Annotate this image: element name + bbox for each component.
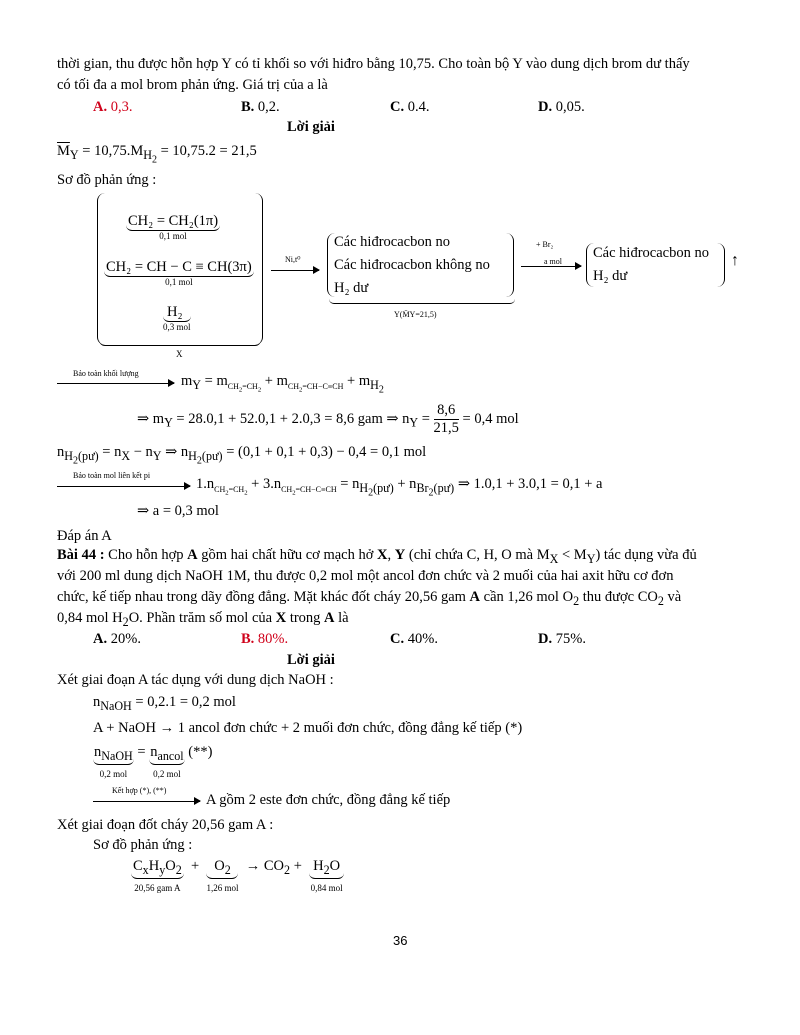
z-item-1: Các hiđrocacbon no	[593, 245, 709, 261]
q43-mass-line: $\overline{M}_Y = 10,75.M_{H_2} = 10,75.2 = 21,5$	[57, 143, 257, 166]
eq-a-result: ⇒ a = 0,3 mol	[137, 503, 219, 519]
reaction-arrow-2	[521, 266, 581, 267]
condition-ni: Ni,t⁰	[285, 255, 301, 264]
q44-line-3: chức, kế tiếp nhau trong dãy đồng đẳng. Mặt khác đốt cháy 20,56 gam A cần 1,26 mol $O_2$ thu được $CO_2$ và	[57, 589, 682, 608]
eq-h2-reacted: $n_{H_2(pư)} = n_X - n_Y$ ⇒ $n_{H_2(pư)} = (0,1 + 0,1 + 0,3) - 0,4 = 0,1$ mol	[57, 444, 427, 467]
intro-line-1: thời gian, thu được hỗn hợp Y có tỉ khối so với hiđro bằng 10,75. Cho toàn bộ Y vào dung dịch brom dư thấy	[57, 56, 690, 72]
q44-solution-title: Lời giải	[287, 652, 335, 668]
condition-br2: + Br₂	[536, 240, 554, 249]
q44-option-c: C. 40%.	[390, 631, 438, 647]
reaction-arrow-1	[271, 270, 319, 271]
q44-line-2: với 200 ml dung dịch NaOH 1M, thu được 0,2 mol một ancol đơn chức và 2 muối của hai axit hữu cơ đơn	[57, 568, 674, 584]
q43-option-d: D. 0,05.	[538, 99, 585, 115]
q44-option-b: B. 80%.	[241, 631, 289, 647]
z-item-2: H₂ dư	[593, 268, 628, 284]
x-label: X	[176, 349, 183, 359]
q44-line-1: Bài 44 : Cho hỗn hợp A gồm hai chất hữu cơ mạch hở X, Y (chỉ chứa C, H, O mà $M_X < M_Y$) tác dụng vừa đủ	[57, 547, 697, 566]
y-under-brace	[329, 299, 515, 304]
q44-eq-equal: $n_{NaOH}$ 0,2 mol = $n_{ancol}$ 0,2 mol (**)	[94, 744, 213, 779]
x-item-vinylacetylene: CH₂ = CH − C ≡ CH(3π) 0,1 mol	[106, 259, 252, 287]
q44-eq-naoh: $n_{NaOH} = 0,2.1 = 0,2$ mol	[93, 694, 236, 713]
q43-scheme-label: Sơ đồ phản ứng :	[57, 172, 157, 188]
eq-pi-balance: $1.n_{CH_2=CH_2} + 3.n_{CH_2=CH-C\equiv CH} = n_{H_2(pư)} + n_{Br_2(pư)}$ ⇒ 1.0,1 + 3.0,1 = 0,1 + a	[196, 476, 603, 499]
y-label: Y(M̄Y=21,5)	[394, 310, 437, 319]
law-mass-label: Bảo toàn khối lượng	[73, 369, 139, 378]
combustion-scheme: $C_xH_yO_2$ 20,56 gam A + $O_2$ 1,26 mol → $CO_2$ + $H_2O$ 0,84 mol	[133, 858, 343, 893]
x-item-hydrogen: H₂ 0,3 mol	[163, 304, 191, 332]
q44-line-4: 0,84 mol $H_2O$. Phần trăm số mol của X trong A là	[57, 610, 349, 629]
q44-option-d: D. 75%.	[538, 631, 586, 647]
eq-mass-sum: $m_Y = m_{CH_2=CH_2} + m_{CH_2=CH-C\equiv CH} + m_{H_2}$	[181, 373, 384, 396]
y-item-3: H₂ dư	[334, 280, 369, 296]
q44-step-1: Xét giai đoạn A tác dụng với dung dịch NaOH :	[57, 672, 334, 688]
q43-option-c: C. 0.4.	[390, 99, 430, 115]
q44-option-a: A. 20%.	[93, 631, 141, 647]
law-pi-label: Bảo toàn mol liên kết pi	[73, 471, 151, 480]
y-item-2: Các hiđrocacbon không no	[334, 257, 490, 273]
law-pi-arrow	[57, 486, 190, 487]
combine-arrow	[93, 801, 200, 802]
page-number: 36	[393, 933, 408, 948]
q43-solution-title: Lời giải	[287, 119, 335, 135]
combine-label: Kết hợp (*), (**)	[112, 786, 167, 795]
intro-line-2: có tối đa a mol brom phản ứng. Giá trị của a là	[57, 77, 328, 93]
q43-answer: Đáp án A	[57, 528, 112, 544]
up-arrow-icon: ↑	[731, 252, 739, 269]
condition-amol: a mol	[544, 257, 562, 266]
q44-eq-reaction: A + NaOH → 1 ancol đơn chức + 2 muối đơn chức, đồng đẳng kế tiếp (*)	[93, 720, 523, 736]
q43-option-a: A. 0,3.	[93, 99, 133, 115]
q44-scheme-label: Sơ đồ phản ứng :	[93, 837, 193, 853]
x-item-ethylene: CH₂ = CH₂(1π) 0,1 mol	[128, 213, 219, 241]
q44-conclusion: A gồm 2 este đơn chức, đồng đẳng kế tiếp	[206, 792, 451, 808]
law-mass-arrow	[57, 383, 174, 384]
eq-mass-value: ⇒ $m_Y = 28.0,1 + 52.0,1 + 2.0,3 = 8,6$ gam ⇒ $n_Y$ = $\frac{8,6}{21,5}$ = 0,4 mol	[137, 402, 519, 436]
q44-step-2: Xét giai đoạn đốt cháy 20,56 gam A :	[57, 817, 274, 833]
x-under-brace	[99, 340, 261, 346]
y-item-1: Các hiđrocacbon no	[334, 234, 450, 250]
q43-option-b: B. 0,2.	[241, 99, 280, 115]
